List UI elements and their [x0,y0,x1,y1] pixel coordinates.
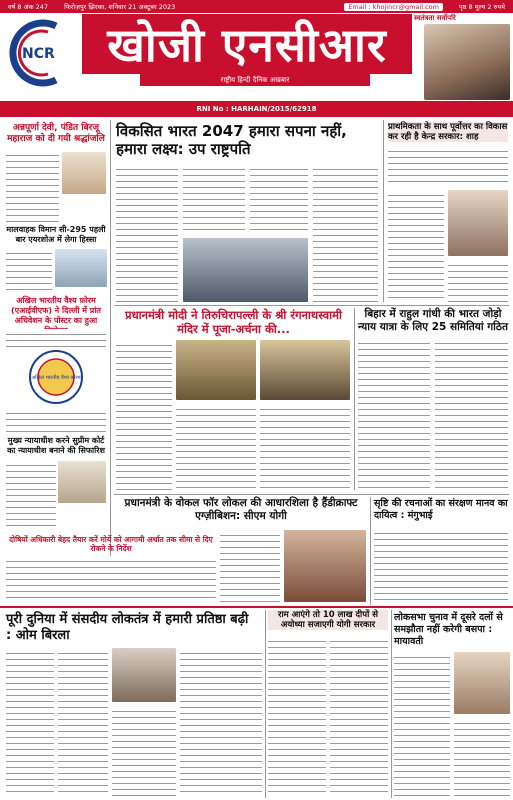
yogi-photo [284,530,366,602]
mangubhai-headline: सृष्टि की रचनाओं का संरक्षण मानव का दायित्व : मंगुभाई [374,498,508,521]
shah-headline: प्राथमिकता के साथ पूर्वोत्तर का विकास कर रही है केन्द्र सरकार: शाह [388,122,508,142]
story-annapurna-body [6,150,59,222]
lead-headline: विकसित भारत 2047 हमारा सपना नहीं, हमारा लक्ष्य: उप राष्ट्रपति [116,122,347,158]
yogi-headline: प्रधानमंत्री के वोकल फॉर लोकल की आधारशिला है हैंडीक्राफ्ट एग्ज़ीबिशन: सीएम योगी [124,497,358,522]
story-aircraft-photo [55,249,107,287]
vaishya-forum-seal [28,349,84,405]
shah-body-1 [388,146,508,186]
shah-body-2 [388,190,444,302]
newspaper-title: खोजी एनसीआर [82,14,412,74]
shah-body-3 [448,260,508,302]
ayodhya-body-1 [268,636,326,796]
lead-photo [183,238,308,302]
column-divider-left [110,120,111,600]
ayodhya-body-2 [330,636,388,796]
column-divider-mid-2 [370,497,371,605]
column-divider-right [383,120,384,302]
rahul-yatra-body-2 [435,338,508,488]
story-aircraft-body [6,248,52,290]
mayawati-body-2 [454,718,510,796]
modi-temple-body-3 [260,404,350,490]
yogi-body-1 [220,530,280,602]
mangubhai-body [374,528,508,602]
lead-body-col3 [250,164,308,234]
ayodhya-headline: राम आएंगे तो 10 लाख दीपों से अयोध्या सजाएगी योगी सरकार [268,610,388,630]
story-annapurna-photo [62,152,106,194]
editor-portrait [424,24,510,100]
story-officers-headline: दोषियों अधिकारी बेहद तैयार करें मोर्ये को आगामी अर्थात तक सीमा से दिए रोकने के निर्देश [9,535,213,553]
mayawati-headline: लोकसभा चुनाव में दूसरे दलों से समझौता नहीं करेगी बसपा : मायावती [394,612,503,647]
shah-photo [448,190,508,256]
story-annapurna-headline: अन्नपूर्णा देवी, पंडित बिरजू महाराज को दी गयी श्रद्धांजलि [7,123,105,144]
section-divider [0,606,513,608]
story-court-headline: मुख्य न्यायाधीश करने सुप्रीम कोर्ट का न्यायाधीश बनाने की सिफारिश [7,436,105,455]
rahul-yatra-body-1 [358,338,430,488]
modi-temple-photo-1 [176,340,256,400]
rahul-yatra-headline: बिहार में राहुल गांधी की भारत जोड़ो न्याय यात्रा के लिए 25 समितियां गठित [358,308,508,333]
lead-body-col2 [183,164,245,234]
editor-label: स्वतंत्रता सर्वोपरि [414,14,456,22]
modi-temple-body-1 [116,340,172,490]
column-divider-mid [354,308,355,490]
price-pages: पृष्ठ 8 मूल्य 2 रुपये [458,3,505,11]
om-birla-body-4 [180,648,262,796]
story-aircraft-headline: मालवाहक विमान सी-295 पहली बार एयरशोअ में लेगा हिस्सा [6,225,106,244]
email-link[interactable]: Email : khojincr@gmail.com [344,3,443,11]
om-birla-photo [112,648,176,702]
mayawati-body-1 [394,652,450,796]
column-divider-bottom-1 [265,610,266,798]
issue-date: फिरोज़पुर झिरका, शनिवार 21 अक्टूबर 2023 [64,3,176,11]
rni-number: RNI No : HARHAIN/2015/62918 [0,101,513,117]
om-birla-body-1 [6,648,54,796]
column-divider-bottom-2 [391,610,392,798]
lead-body-col4 [313,164,378,302]
story-vaishya-body [6,329,106,347]
lead-body-col1 [116,164,178,302]
om-birla-body-2 [58,648,108,796]
modi-temple-body-2 [176,404,256,490]
modi-temple-headline: प्रधानमंत्री मोदी ने तिरुचिरापल्ली के श्री रंगनाथस्वामी मंदिर में पूजा-अर्चना की... [125,308,342,336]
rule-2 [114,494,509,495]
issue-volume: वर्ष 8 अंक 247 [8,3,49,11]
top-info-bar [0,0,513,13]
modi-temple-photo-2 [260,340,350,400]
seal-text: अखिल भारतीय वैश्य फ़ोरम [31,375,81,381]
mayawati-photo [454,652,510,714]
newspaper-tagline: राष्ट्रीय हिन्दी दैनिक अखबार [140,74,370,86]
om-birla-headline: पूरी दुनिया में संसदीय लोकतंत्र में हमारी प्रतिष्ठा बढ़ी : ओम बिरला [6,612,249,643]
om-birla-body-3 [112,706,176,796]
story-vaishya-headline: अखिल भारतीय वैश्य फ़ोरम (एआईवीएफ) ने दिल्ली में प्रांत अधिवेशन के पोस्टर का हुआ [11,296,101,325]
story-court-body [6,460,56,528]
rule-1 [114,305,509,306]
story-vaishya-body-2 [6,408,106,432]
story-officers-body [6,556,216,600]
logo-text: NCR [22,46,55,62]
ncr-logo [4,18,74,88]
story-court-photo [58,461,106,503]
